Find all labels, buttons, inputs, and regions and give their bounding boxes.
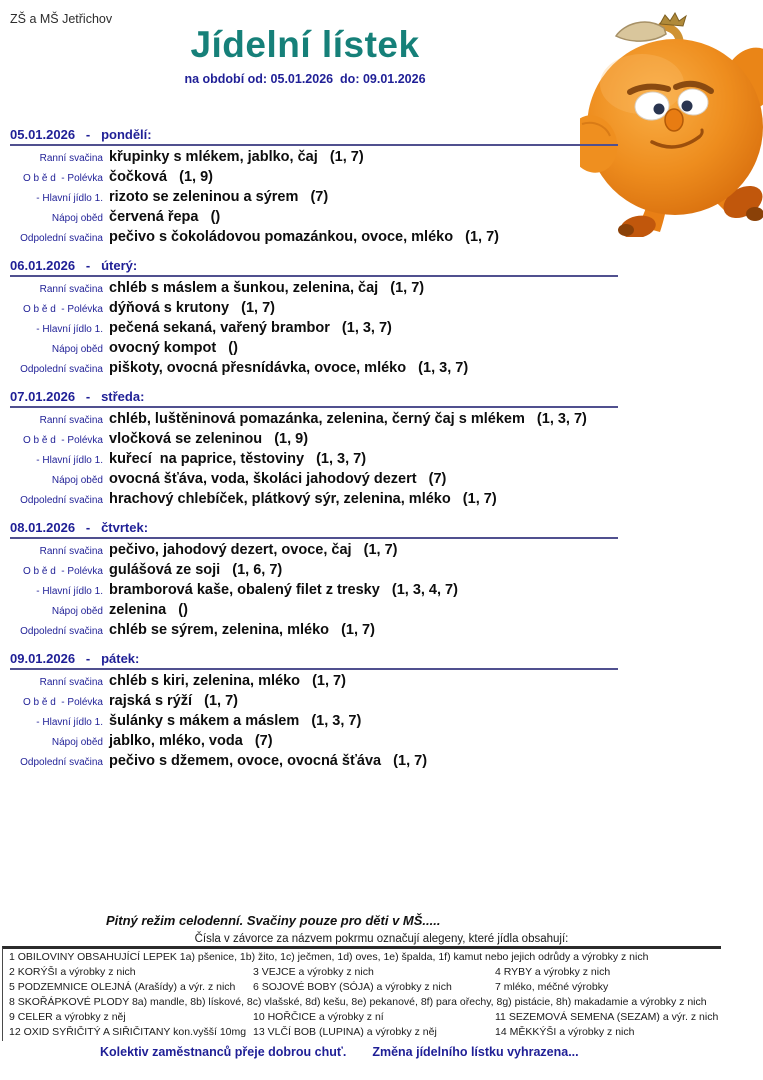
allergen-row: [3, 1011, 721, 1026]
meal-row: [10, 622, 660, 642]
meal-label: - Hlavní jídlo 1.: [36, 717, 103, 728]
meal-text: chléb, luštěninová pomazánka, zelenina, černý čaj s mlékem (1, 3, 7): [109, 411, 587, 427]
meal-row: [10, 582, 660, 602]
meal-row: [10, 169, 660, 189]
meal-row: [10, 149, 660, 169]
meal-label: Odpolední svačina: [20, 364, 103, 375]
allergen-table: [2, 946, 721, 1041]
footer-change-notice: Změna jídelního lístku vyhrazena...: [372, 1045, 579, 1059]
day-header: 05.01.2026 - pondělí:: [10, 127, 618, 146]
meal-text: pečivo s džemem, ovoce, ovocná šťáva (1, 7): [109, 753, 428, 769]
meal-row: [10, 542, 660, 562]
allergen-cell: 1 OBILOVINY OBSAHUJÍCÍ LEPEK 1a) pšenice, 1b) žito, 1c) ječmen, 1d) oves, 1e) špalda, 1f) kamut nebo jejich odrůdy a výrobky z nich: [9, 951, 649, 963]
meal-text: gulášová ze soji (1, 6, 7): [109, 562, 283, 578]
footer-wish: Kolektiv zaměstnanců přeje dobrou chuť.: [100, 1045, 347, 1059]
meal-row: [10, 753, 660, 773]
meal-row: [10, 209, 660, 229]
meal-text: rajská s rýží (1, 7): [109, 693, 238, 709]
allergen-cell: 10 HOŘČICE a výrobky z ní: [253, 1011, 384, 1023]
meal-text: kuřecí na paprice, těstoviny (1, 3, 7): [109, 451, 367, 467]
meal-row: [10, 471, 660, 491]
meal-label: O b ě d - Polévka: [22, 173, 103, 184]
allergen-row: [3, 981, 721, 996]
meal-row: [10, 562, 660, 582]
allergen-cell: 7 mléko, méčné výrobky: [495, 981, 609, 993]
meal-text: piškoty, ovocná přesnídávka, ovoce, mléko (1, 3, 7): [109, 360, 469, 376]
meal-text: hrachový chlebíček, plátkový sýr, zelenina, mléko (1, 7): [109, 491, 497, 507]
meal-label: Ranní svačina: [39, 415, 103, 426]
meal-label: Ranní svačina: [39, 153, 103, 164]
allergen-cell: 6 SOJOVÉ BOBY (SÓJA) a výrobky z nich: [253, 981, 452, 993]
meal-row: [10, 411, 660, 431]
day-header: 09.01.2026 - pátek:: [10, 651, 618, 670]
meal-row: [10, 602, 660, 622]
allergen-cell: 11 SEZEMOVÁ SEMENA (SEZAM) a výr. z nich: [495, 1011, 719, 1023]
allergen-cell: 13 VLČÍ BOB (LUPINA) a výrobky z něj: [253, 1026, 437, 1038]
footer: [100, 1045, 579, 1059]
meal-label: Odpolední svačina: [20, 495, 103, 506]
meal-label: - Hlavní jídlo 1.: [36, 586, 103, 597]
day-header: 08.01.2026 - čtvrtek:: [10, 520, 618, 539]
day-header: 07.01.2026 - středa:: [10, 389, 618, 408]
day-block-friday: [10, 651, 660, 773]
meal-text: pečená sekaná, vařený brambor (1, 3, 7): [109, 320, 392, 336]
meal-label: Nápoj oběd: [51, 606, 103, 617]
meal-row: [10, 320, 660, 340]
meal-label: Odpolední svačina: [20, 757, 103, 768]
meal-row: [10, 693, 660, 713]
meal-row: [10, 673, 660, 693]
meal-label: Nápoj oběd: [51, 475, 103, 486]
allergen-row: [3, 951, 721, 966]
day-block-tuesday: [10, 258, 660, 380]
meal-text: ovocná šťáva, voda, školáci jahodový dezert (7): [109, 471, 447, 487]
allergen-cell: 14 MĚKKÝŠI a výrobky z nich: [495, 1026, 635, 1038]
meal-text: pečivo, jahodový dezert, ovoce, čaj (1, 7): [109, 542, 398, 558]
allergen-cell: 8 SKOŘÁPKOVÉ PLODY 8a) mandle, 8b) lískové, 8c) vlašské, 8d) kešu, 8e) pekanové, 8f) para ořechy, 8g) pistácie, 8h) makadamie a výrobky z nich: [9, 996, 707, 1008]
allergen-row: [3, 996, 721, 1011]
school-name: ZŠ a MŠ Jetřichov: [10, 12, 113, 26]
day-header: 06.01.2026 - úterý:: [10, 258, 618, 277]
meal-label: O b ě d - Polévka: [22, 435, 103, 446]
menu-period: na období od: 05.01.2026 do: 09.01.2026: [184, 72, 426, 86]
meal-label: Odpolední svačina: [20, 233, 103, 244]
day-block-wednesday: [10, 389, 660, 511]
allergen-intro: Čísla v závorce za názvem pokrmu označují alegeny, které jídla obsahují:: [194, 933, 569, 945]
meal-text: ovocný kompot (): [109, 340, 238, 356]
meal-label: O b ě d - Polévka: [22, 304, 103, 315]
meal-row: [10, 713, 660, 733]
meal-text: zelenina (): [109, 602, 188, 618]
day-block-thursday: [10, 520, 660, 642]
allergen-cell: 3 VEJCE a výrobky z nich: [253, 966, 374, 978]
meal-text: chléb s máslem a šunkou, zelenina, čaj (1, 7): [109, 280, 425, 296]
meal-text: čočková (1, 9): [109, 169, 213, 185]
meal-text: bramborová kaše, obalený filet z tresky (1, 3, 4, 7): [109, 582, 458, 598]
meal-label: Odpolední svačina: [20, 626, 103, 637]
meal-text: vločková se zeleninou (1, 9): [109, 431, 309, 447]
meal-text: chléb s kiri, zelenina, mléko (1, 7): [109, 673, 346, 689]
meal-label: Ranní svačina: [39, 284, 103, 295]
allergen-row: [3, 1026, 721, 1041]
meal-row: [10, 189, 660, 209]
meal-row: [10, 280, 660, 300]
allergen-cell: 9 CELER a výrobky z něj: [9, 1011, 126, 1023]
meal-text: jablko, mléko, voda (7): [109, 733, 273, 749]
meal-text: rizoto se zeleninou a sýrem (7): [109, 189, 329, 205]
meal-row: [10, 340, 660, 360]
weekly-menu: [10, 127, 660, 782]
meal-text: červená řepa (): [109, 209, 221, 225]
allergen-cell: 5 PODZEMNICE OLEJNÁ (Arašídy) a výr. z nich: [9, 981, 236, 993]
meal-label: Ranní svačina: [39, 677, 103, 688]
meal-label: Ranní svačina: [39, 546, 103, 557]
meal-label: - Hlavní jídlo 1.: [36, 324, 103, 335]
allergen-cell: 12 OXID SYŘIČITÝ A SIŘIČITANY kon.vyšší 10mg: [9, 1026, 247, 1038]
allergen-row: [3, 966, 721, 981]
meal-text: šulánky s mákem a máslem (1, 3, 7): [109, 713, 362, 729]
meal-row: [10, 733, 660, 753]
meal-row: [10, 431, 660, 451]
drinking-regime-note: Pitný režim celodenní. Svačiny pouze pro děti v MŠ.....: [106, 913, 441, 928]
meal-label: - Hlavní jídlo 1.: [36, 455, 103, 466]
meal-text: křupinky s mlékem, jablko, čaj (1, 7): [109, 149, 364, 165]
meal-row: [10, 451, 660, 471]
allergen-cell: 2 KORÝŠI a výrobky z nich: [9, 966, 136, 978]
meal-label: O b ě d - Polévka: [22, 566, 103, 577]
meal-row: [10, 360, 660, 380]
meal-row: [10, 300, 660, 320]
meal-text: chléb se sýrem, zelenina, mléko (1, 7): [109, 622, 375, 638]
meal-text: pečivo s čokoládovou pomazánkou, ovoce, mléko (1, 7): [109, 229, 499, 245]
meal-label: Nápoj oběd: [51, 213, 103, 224]
allergen-cell: 4 RYBY a výrobky z nich: [495, 966, 611, 978]
page-title: Jídelní lístek: [190, 24, 420, 65]
meal-text: dýňová s krutony (1, 7): [109, 300, 275, 316]
meal-label: - Hlavní jídlo 1.: [36, 193, 103, 204]
meal-label: O b ě d - Polévka: [22, 697, 103, 708]
day-block-monday: [10, 127, 660, 249]
meal-row: [10, 491, 660, 511]
meal-label: Nápoj oběd: [51, 737, 103, 748]
meal-row: [10, 229, 660, 249]
meal-label: Nápoj oběd: [51, 344, 103, 355]
